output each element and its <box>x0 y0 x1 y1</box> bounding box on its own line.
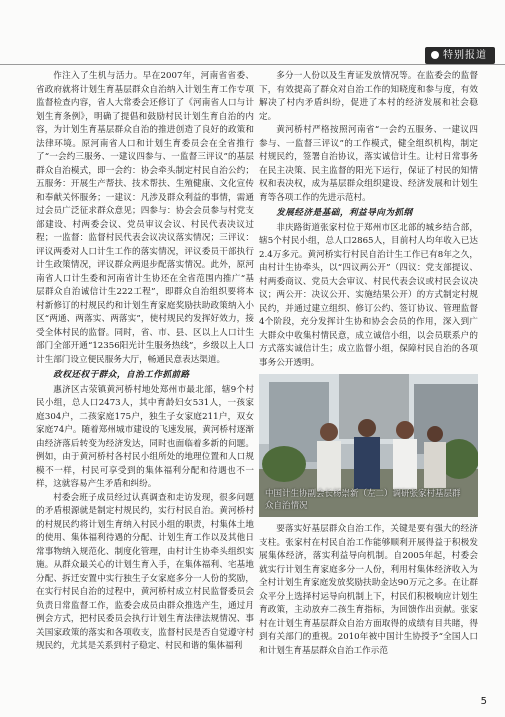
right-column-top <box>259 70 478 370</box>
section-title: 特别报道 <box>443 50 487 61</box>
left-column <box>36 70 254 654</box>
section-header-tag <box>425 47 495 64</box>
paragraph: 多分一人份以及生育证发放情况等。在监委会的监督下，有效提高了群众对自治工作的知晓度和参与度，有效解决了村内矛盾纠纷，促进了本村的经济发展和社会稳定。 <box>259 71 478 122</box>
subheading: 政权还权于群众，自治工作抓前路 <box>53 370 190 380</box>
paragraph: 作注入了生机与活力。早在2007年，河南省省委、省政府就将计划生育基层群众自治纳入计划生育工作专项监督检查内容，省人大常委会还修订了《河南省人口与计划生育条例》，明确了提倡和鼓励村民计划生育自治的内容，为计划生育基层群众自治的推进创造了良好的政策和法律环境。原河南省人口和计划生育委员会在全省推行了“一会约三服务、一建议四参与、一监督三评议”的基层群众自治模式，即一会约：协会牵头制定村民自治公约；五服务：开展生产帮扶、技术帮扶、生殖健康、文化宣传和奉献关怀服务；一建议：凡涉及群众利益的事情，需通过会员广泛征求群众意见；四参与：协会会员参与村党支部建设、村两委会议、党员审议会议、村民代表决议过程；一监督：监督村民代表会议决议落实情况；三评议：评议两委对人口计生工作的落实情况，评议委员干部执行计生政策情况，评议群众两退步配落实情况。此外，原河南省人口计生委和河南省计生协还在全省范围内推广“基层群众自治诚信计生222工程”，即群众自治组织要将本村新修订的村规民约和计划生育家庭奖励扶助政策纳入小区“两通、两落实、两落实”，使村规民约发挥好效力，接受全体村民的监督。同时，省、市、县、区以上人口计生部门全部开通“12356阳光计生服务热线”，乡级以上人口计生部门设立便民服务大厅，畅通民意表达渠道。 <box>36 71 254 365</box>
photo <box>259 374 478 517</box>
photo-caption: 中国计生协副会长杨崇新（左二）调研张家村基层群众自治情况 <box>265 489 461 511</box>
paragraph: 黄河桥村严格按照河南省“一会约五服务、一建议四参与、一监督三评议”的工作模式，健全组织机构，制定村规民约，签署自治协议，落实诚信计生。让村日常事务在民主决策、民主监督的阳光下运行，保证了村民的知情权和表决权，成为基层群众组织建设、经济发展和计划生育等各项工作的先进示范村。 <box>259 125 478 203</box>
paragraph: 村委会班子成员经过认真调查和走访发现，很多问题的矛盾根源就是制定村规民约，实行村民自治。黄河桥村的村规民约将计划生育纳入村民小组的职责，村集体土地的使用、集体福利待遇的分配、计划生育工作以及其他日常事物纳入规范化、制度化管理，由村计生协牵头组织实施。从群众最关心的计划生育入手，在集体福利、宅基地分配、拆迁安置中实行独生子女家庭多分一人份的奖励，在实行村民自治的过程中，黄河桥村成立村民监督委员会负责日常监督工作，监委会成员由群众推选产生，通过月例会方式，把村民委员会执行计划生育法律法规情况、事关国家政策的落实和各项收支，监督村民是否自觉遵守村规民约，尤其是关系到村子稳定、村民和谐的集体福利 <box>36 492 254 651</box>
bullet-icon <box>431 51 439 59</box>
subheading: 发展经济是基础，利益导向为抓纲 <box>276 208 413 218</box>
paragraph: 要落实好基层群众自治工作，关键是要有强大的经济支柱。张家村在村民自治工作能够顺利开展得益于积极发展集体经济，落实利益导向机制。自2005年起，村委会就实行计划生育家庭多分一人份，利用村集体经济收入为全村计划生育家庭发放奖励扶助金达90万元之多。在让群众平分上选择村运导向机制上下，村民们积极响应计划生育政策，主动放弃二孩生育指标，为回馈作出贡献。张家村在计划生育基层群众自治方面取得的成绩有目共睹，得到有关部门的重视。2010年被中国计生协授予“全国人口和计划生育基层群众自治工作示范 <box>259 524 478 656</box>
header-rule <box>0 64 505 65</box>
paragraph: 非庆路街道张家村位于郑州市区北部的城乡结合部，辖5个村民小组，总人口2865人，目前村人均年收入已达2.4万多元。黄河桥实行村民自治计生工作已有8年之久，由村计生协牵头，以“四议两公开”（四议：党支部提议、村两委商议、党员大会审议、村民代表会议或村民会议决议；两公开：决议公开、实施结果公开）的方式制定村规民约，并通过建立组织、修订公约、签订协议、管理监督4个阶段，充分发挥计生协和协会会员的作用，深入到广大群众中收集村情民意，成立诚信小组，以会员联系户的方式落实诚信计生；成立监督小组，保障村民自治的各项事务公开透明。 <box>259 222 478 368</box>
right-column-bottom <box>259 523 478 658</box>
paragraph: 惠济区古荥镇黄河桥村地处郑州市最北部，辖9个村民小组，总人口2473人，其中育龄妇女531人，一孩家庭304户，二孩家庭175户，独生子女家庭211户，双女家庭74户。随着郑州城市建设的飞速发展，黄河桥村逐渐由经济落后转变为经济发达，同时也面临着多新的问题。例如，由于黄河桥村各村民小组所处的地理位置和人口规模不一样，村民可享受到的集体福利分配和待遇也不一样，这就容易产生矛盾和纠纷。 <box>36 384 254 489</box>
page-number: 5 <box>480 696 487 707</box>
